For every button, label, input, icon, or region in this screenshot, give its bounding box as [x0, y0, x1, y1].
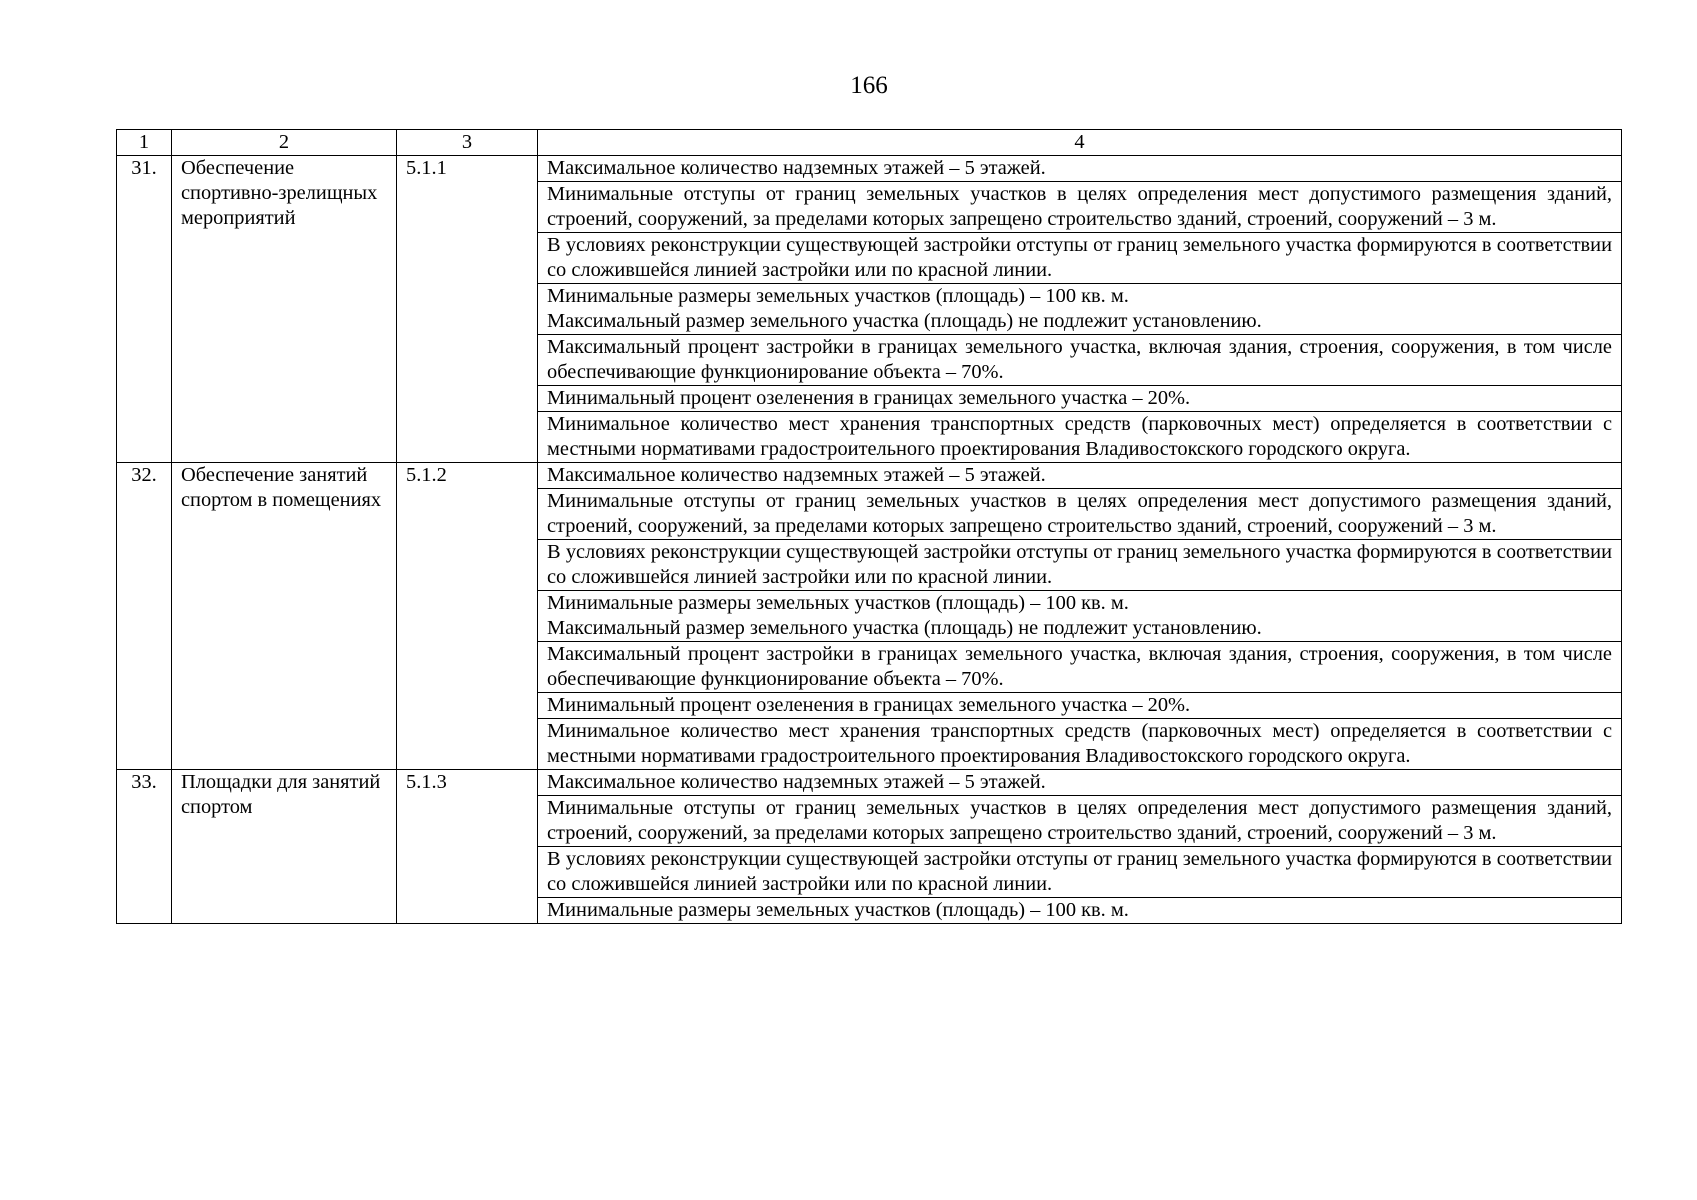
- land-use-code: 5.1.3: [397, 770, 538, 924]
- row-number: 33.: [117, 770, 172, 924]
- requirement-cell: [538, 540, 1622, 591]
- requirement-cell: [538, 898, 1622, 924]
- column-header: 4: [538, 130, 1622, 156]
- requirement-text: Минимальные размеры земельных участков (площадь) – 100 кв. м.: [547, 592, 1129, 614]
- table-header-row: [117, 130, 1622, 156]
- requirement-text: Максимальный процент застройки в границах земельного участка, включая здания, строения, сооружения, в том числе обеспечивающие функционирование объекта – 70%.: [547, 336, 1612, 383]
- requirement-cell: [538, 693, 1622, 719]
- requirement-cell: [538, 847, 1622, 898]
- land-use-name: Обеспечение занятий спортом в помещениях: [172, 463, 397, 770]
- requirement-text: Максимальное количество надземных этажей – 5 этажей.: [547, 771, 1046, 793]
- requirement-text: Максимальный размер земельного участка (площадь) не подлежит установлению.: [547, 617, 1262, 639]
- requirement-text: Минимальные отступы от границ земельных участков в целях определения мест допустимого размещения зданий, строений, сооружений, за пределами которых запрещено строительство зданий, строений, сооружений – 3 м.: [547, 183, 1612, 230]
- land-use-name: Обеспечение спортивно-зрелищных мероприятий: [172, 156, 397, 463]
- requirement-cell: [538, 233, 1622, 284]
- requirement-text: Минимальное количество мест хранения транспортных средств (парковочных мест) определяется в соответствии с местными нормативами градостроительного проектирования Владивостокского городского округа.: [547, 413, 1612, 460]
- requirement-text: Максимальный размер земельного участка (площадь) не подлежит установлению.: [547, 310, 1262, 332]
- table-row: [117, 770, 1622, 796]
- requirement-cell: [538, 489, 1622, 540]
- requirement-text: Минимальные размеры земельных участков (площадь) – 100 кв. м.: [547, 899, 1129, 921]
- regulations-table: [116, 129, 1622, 924]
- requirement-text: Максимальный процент застройки в границах земельного участка, включая здания, строения, сооружения, в том числе обеспечивающие функционирование объекта – 70%.: [547, 643, 1612, 690]
- land-use-name: Площадки для занятий спортом: [172, 770, 397, 924]
- requirement-text: Минимальные отступы от границ земельных участков в целях определения мест допустимого размещения зданий, строений, сооружений, за пределами которых запрещено строительство зданий, строений, сооружений – 3 м.: [547, 490, 1612, 537]
- table-row: [117, 463, 1622, 489]
- requirement-cell: [538, 412, 1622, 463]
- column-header: 2: [172, 130, 397, 156]
- table-row: [117, 156, 1622, 182]
- requirement-text: Минимальный процент озеленения в границах земельного участка – 20%.: [547, 694, 1191, 716]
- requirement-text: Минимальные размеры земельных участков (площадь) – 100 кв. м.: [547, 285, 1129, 307]
- requirement-cell: [538, 156, 1622, 182]
- requirement-text: Минимальные отступы от границ земельных участков в целях определения мест допустимого размещения зданий, строений, сооружений, за пределами которых запрещено строительство зданий, строений, сооружений – 3 м.: [547, 797, 1612, 844]
- page-number: 166: [850, 72, 888, 99]
- requirement-cell: [538, 642, 1622, 693]
- row-number: 32.: [117, 463, 172, 770]
- column-header: 3: [397, 130, 538, 156]
- requirement-text: Максимальное количество надземных этажей – 5 этажей.: [547, 157, 1046, 179]
- requirement-text: Минимальный процент озеленения в границах земельного участка – 20%.: [547, 387, 1191, 409]
- column-header: 1: [117, 130, 172, 156]
- requirement-cell: [538, 284, 1622, 335]
- land-use-code: 5.1.1: [397, 156, 538, 463]
- row-number: 31.: [117, 156, 172, 463]
- table-body: [117, 156, 1622, 924]
- requirement-cell: [538, 796, 1622, 847]
- requirement-text: В условиях реконструкции существующей застройки отступы от границ земельного участка формируются в соответствии со сложившейся линией застройки или по красной линии.: [547, 541, 1612, 588]
- requirement-cell: [538, 335, 1622, 386]
- requirement-text: Минимальное количество мест хранения транспортных средств (парковочных мест) определяется в соответствии с местными нормативами градостроительного проектирования Владивостокского городского округа.: [547, 720, 1612, 767]
- requirement-cell: [538, 719, 1622, 770]
- requirement-cell: [538, 770, 1622, 796]
- requirement-text: В условиях реконструкции существующей застройки отступы от границ земельного участка формируются в соответствии со сложившейся линией застройки или по красной линии.: [547, 848, 1612, 895]
- requirement-cell: [538, 591, 1622, 642]
- requirement-text: Максимальное количество надземных этажей – 5 этажей.: [547, 464, 1046, 486]
- requirement-text: В условиях реконструкции существующей застройки отступы от границ земельного участка формируются в соответствии со сложившейся линией застройки или по красной линии.: [547, 234, 1612, 281]
- requirement-cell: [538, 463, 1622, 489]
- requirement-cell: [538, 386, 1622, 412]
- land-use-code: 5.1.2: [397, 463, 538, 770]
- requirement-cell: [538, 182, 1622, 233]
